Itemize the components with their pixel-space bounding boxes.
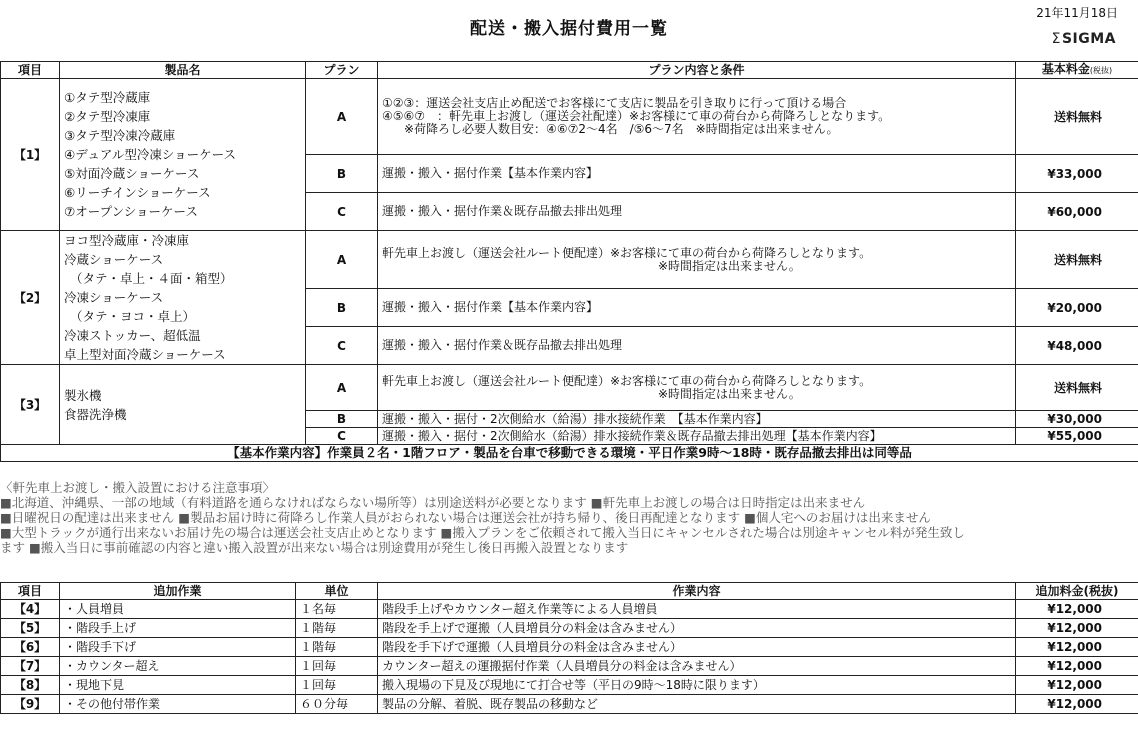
plan-conditions: 軒先車上お渡し（運送会社ルート便配達）※お客様にて車の荷台から荷降ろしとなります。 ※時間指定は出来ません。	[378, 365, 1016, 411]
plan-label: C	[306, 327, 378, 365]
table-row	[1, 79, 1138, 155]
plan-price: ¥48,000	[1016, 327, 1138, 365]
plan-label: A	[306, 79, 378, 155]
plan-price: ¥60,000	[1016, 193, 1138, 231]
caution-line: ます ■搬入当日に事前確認の内容と違い搬入設置が出来ない場合は別途費用が発生し後日再搬入設置となります	[0, 540, 629, 555]
table-row: 【4】 ・人員増員 １名毎 階段手上げやカウンター超え作業等による人員増員 ¥12,000	[1, 600, 1138, 619]
col-header-plan: プラン	[306, 62, 378, 79]
product-list: 製氷機 食器洗浄機	[60, 365, 306, 445]
caution-line: ■日曜祝日の配達は出来ません ■製品お届け時に荷降ろし作業人員がおられない場合は運送会社が持ち帰り、後日再配達となります ■個人宅へのお届けは出来ません	[0, 510, 931, 525]
col-header-item: 項目	[1, 62, 60, 79]
caution-line: ■北海道、沖縄県、一部の地域（有料道路を通らなければならない場所等）は別途送料が必要となります ■軒先車上お渡しの場合は日時指定は出来ません	[0, 495, 866, 510]
additional-work-table	[0, 582, 1138, 714]
table-row: 【8】 ・現地下見 １回毎 搬入現場の下見及び現地にて打合せ等（平日の9時～18時に限ります） ¥12,000	[1, 676, 1138, 695]
plan-label: C	[306, 428, 378, 445]
issue-date: 21年11月18日	[1036, 6, 1118, 20]
page-title: 配送・搬入据付費用一覧	[470, 19, 668, 39]
plan-price: 送料無料	[1016, 79, 1138, 155]
plan-conditions: 運搬・搬入・据付作業＆既存品撤去排出処理	[378, 193, 1016, 231]
plan-price: ¥33,000	[1016, 155, 1138, 193]
plan-conditions: ①②③：運送会社支店止め配送でお客様にて支店に製品を引き取りに行って頂ける場合 ④⑤⑥⑦ ：軒先車上お渡し（運送会社配達）※お客様にて車の荷台から荷降ろしとなります。 ※荷降ろし必要人数目安：④⑥⑦2～4名 /⑤6～7名 ※時間指定は出来ません。	[378, 79, 1016, 155]
group-id: 【3】	[1, 365, 60, 445]
caution-line: ■大型トラックが通行出来ないお届け先の場合は運送会社支店止めとなります ■搬入プランをご依頼されて搬入当日にキャンセルされた場合は別途キャンセル料が発生致し	[0, 525, 965, 540]
plan-price: ¥20,000	[1016, 289, 1138, 327]
plan-price: ¥55,000	[1016, 428, 1138, 445]
caution-heading: 〈軒先車上お渡し・搬入設置における注意事項〉	[0, 480, 276, 495]
plan-conditions: 運搬・搬入・据付作業＆既存品撤去排出処理	[378, 327, 1016, 365]
plan-conditions: 運搬・搬入・据付・2次側給水（給湯）排水接続作業＆既存品撤去排出処理【基本作業内容】	[378, 428, 1016, 445]
plan-price: 送料無料	[1016, 231, 1138, 289]
plan-label: C	[306, 193, 378, 231]
col-header-unit: 単位	[296, 583, 378, 600]
col-header-product: 製品名	[60, 62, 306, 79]
col-header-price: 基本料金(税抜)	[1016, 62, 1138, 79]
product-list: ①タテ型冷蔵庫 ②タテ型冷凍庫 ③タテ型冷凍冷蔵庫 ④デュアル型冷凍ショーケース ⑤対面冷蔵ショーケース ⑥リーチインショーケース ⑦オープンショーケース	[60, 79, 306, 231]
group-id: 【2】	[1, 231, 60, 365]
sigma-logo-icon: Σ	[1051, 31, 1061, 47]
sigma-logo: ΣSIGMA	[1051, 31, 1116, 47]
group-id: 【1】	[1, 79, 60, 231]
table-row	[1, 365, 1138, 411]
plan-label: B	[306, 289, 378, 327]
plan-conditions: 運搬・搬入・据付・2次側給水（給湯）排水接続作業 【基本作業内容】	[378, 411, 1016, 428]
plan-conditions: 運搬・搬入・据付作業【基本作業内容】	[378, 155, 1016, 193]
plan-price: ¥30,000	[1016, 411, 1138, 428]
plan-label: B	[306, 155, 378, 193]
col-header-content: 作業内容	[378, 583, 1016, 600]
plan-conditions: 運搬・搬入・据付作業【基本作業内容】	[378, 289, 1016, 327]
table-row: 【7】 ・カウンター超え １回毎 カウンター超えの運搬据付作業（人員増員分の料金は含みません） ¥12,000	[1, 657, 1138, 676]
basic-work-note: 【基本作業内容】作業員２名・1階フロア・製品を台車で移動できる環境・平日作業9時～18時・既存品撤去排出は同等品	[1, 445, 1138, 462]
product-list: ヨコ型冷蔵庫・冷凍庫 冷蔵ショーケース （タテ・卓上・４面・箱型） 冷凍ショーケース （タテ・ヨコ・卓上） 冷凍ストッカー、超低温 卓上型対面冷蔵ショーケース	[60, 231, 306, 365]
plan-price: 送料無料	[1016, 365, 1138, 411]
plan-label: A	[306, 365, 378, 411]
caution-notes	[0, 480, 1138, 555]
col-header-work: 追加作業	[60, 583, 296, 600]
col-header-item: 項目	[1, 583, 60, 600]
plan-label: A	[306, 231, 378, 289]
plan-label: B	[306, 411, 378, 428]
table-row: 【6】 ・階段手下げ １階毎 階段を手下げで運搬（人員増員分の料金は含みません） ¥12,000	[1, 638, 1138, 657]
plan-conditions: 軒先車上お渡し（運送会社ルート便配達）※お客様にて車の荷台から荷降ろしとなります。 ※時間指定は出来ません。	[378, 231, 1016, 289]
col-header-content: プラン内容と条件	[378, 62, 1016, 79]
delivery-plan-table	[0, 61, 1138, 462]
col-header-price: 追加料金(税抜)	[1016, 583, 1138, 600]
table-row: 【9】 ・その他付帯作業 ６０分毎 製品の分解、着脱、既存製品の移動など ¥12,000	[1, 695, 1138, 714]
table-row	[1, 231, 1138, 289]
table-row: 【5】 ・階段手上げ １階毎 階段を手上げで運搬（人員増員分の料金は含みません） ¥12,000	[1, 619, 1138, 638]
